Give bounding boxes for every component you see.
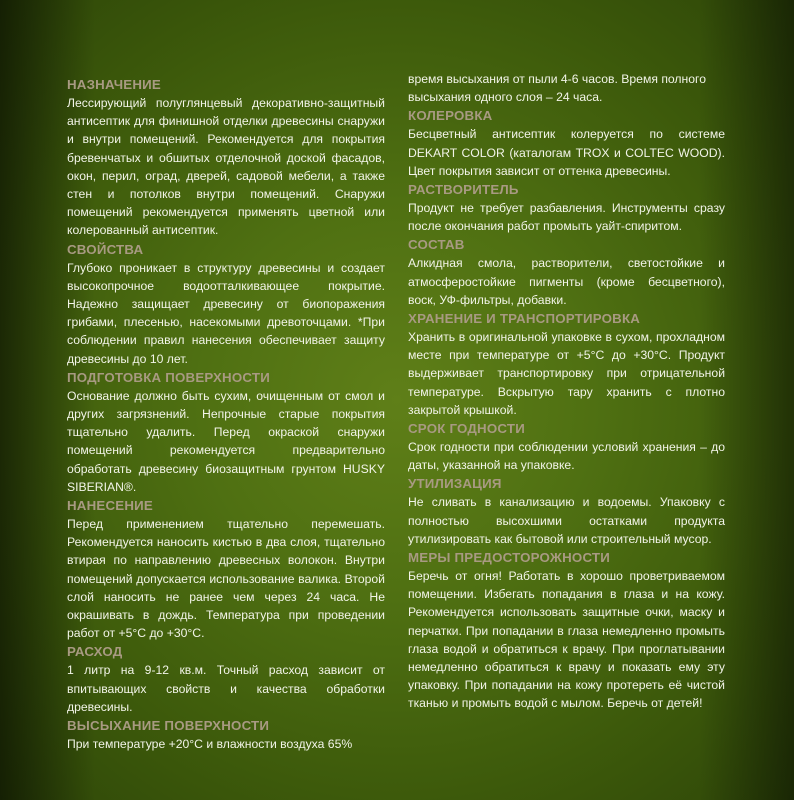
section-title: РАСТВОРИТЕЛЬ xyxy=(408,182,519,198)
section-application xyxy=(67,497,389,642)
section-text: Не сливать в канализацию и водоемы. Упаковку с полностью высохшими остатками продукта утилизировать как бытовой или строительный мусор. xyxy=(408,495,729,546)
section-title: СВОЙСТВА xyxy=(67,241,144,257)
section-consumption xyxy=(67,643,389,716)
section-text: Хранить в оригинальной упаковке в сухом, прохладном месте при температуре от +5°С до +30°С. Продукт выдерживает транспортировку при отрицательной температуре. Вскрытую тару хранить с плотно закрытой крышкой. xyxy=(408,330,729,417)
section-drying xyxy=(67,717,385,753)
section-surface-preparation xyxy=(67,369,389,496)
section-title: ПОДГОТОВКА ПОВЕРХНОСТИ xyxy=(67,369,270,385)
section-composition xyxy=(408,236,729,309)
section-shelf-life xyxy=(408,420,729,474)
section-text: Основание должно быть сухим, очищенным от смол и других загрязнений. Непрочные старые покрытия тщательно удалить. Перед окраской снаружи помещений рекомендуется предварительно обработать древесину биозащитным грунтом HUSKY SIBERIAN®. xyxy=(67,388,389,494)
section-text: Срок годности при соблюдении условий хранения – до даты, указанной на упаковке. xyxy=(408,440,729,473)
right-column xyxy=(408,70,729,714)
section-title: КОЛЕРОВКА xyxy=(408,108,493,124)
section-title: ХРАНЕНИЕ И ТРАНСПОРТИРОВКА xyxy=(408,311,641,327)
section-text: Беречь от огня! Работать в хорошо проветриваемом помещении. Избегать попадания в глаза и на кожу. Рекомендуется использовать защитные очки, маску и перчатки. При попадании в глаза немедленно промыть глаза водой и обратиться к врачу. При проглатывании немедленно обратиться к врачу и показать ему эту упаковку. При попадании на кожу протереть её чистой тканью и промыть водой с мылом. Беречь от детей! xyxy=(408,569,729,711)
section-title: ВЫСЫХАНИЕ ПОВЕРХНОСТИ xyxy=(67,718,270,734)
section-storage xyxy=(408,310,729,419)
section-title: СРОК ГОДНОСТИ xyxy=(408,421,525,437)
section-solvent xyxy=(408,181,729,235)
section-text: Глубоко проникает в структуру древесины и создает высокопрочное водоотталкивающее покрытие. Надежно защищает древесину от биопоражения грибами, плесенью, насекомыми древоточцами. *При соблюдении правил нанесения обеспечивает защиту древесины до 10 лет. xyxy=(67,260,389,366)
section-text: Перед применением тщательно перемешать. Рекомендуется наносить кистью в два слоя, тщательно втирая по направлению древесных волокон. Внутри помещений допускается использование валика. Второй слой наносить не ранее чем через 24 часа. Не окрашивать в дождь. Температура при проведении работ от +5°С до +30°С. xyxy=(67,517,389,641)
section-title: НАНЕСЕНИЕ xyxy=(67,498,153,514)
left-column xyxy=(67,76,389,754)
section-text: Лессирующий полуглянцевый декоративно-защитный антисептик для финишной отделки древесины снаружи и внутри помещений. Рекомендуется для покрытия бревенчатых и обшитых отделочной доской фасадов, окон, перил, оград, дверей, садовой мебели, а также стен и потолков внутри помещений. Снаружи помещений рекомендуется применять цветной или колерованный антисептик. xyxy=(67,96,389,238)
section-disposal xyxy=(408,475,729,548)
section-title: НАЗНАЧЕНИЕ xyxy=(67,77,161,92)
section-text: При температуре +20°С и влажности воздуха 65% xyxy=(67,737,353,752)
section-tinting xyxy=(408,107,729,180)
section-title: РАСХОД xyxy=(67,644,123,660)
section-purpose xyxy=(67,76,389,240)
section-text: 1 литр на 9-12 кв.м. Точный расход зависит от впитывающих свойств и качества обработки древесины. xyxy=(67,663,389,714)
section-title: МЕРЫ ПРЕДОСТОРОЖНОСТИ xyxy=(408,550,611,566)
section-title: УТИЛИЗАЦИЯ xyxy=(408,476,502,492)
section-text: Алкидная смола, растворители, светостойкие и атмосферостойкие пигменты (кроме бесцветного), воск, УФ-фильтры, добавки. xyxy=(408,256,729,307)
section-properties xyxy=(67,241,389,368)
section-text: Бесцветный антисептик колеруется по системе DEKART COLOR (каталогам TROX и COLTEC WOOD). Цвет покрытия зависит от оттенка древесины. xyxy=(408,127,729,178)
section-precautions xyxy=(408,549,729,713)
section-text: Продукт не требует разбавления. Инструменты сразу после окончания работ промыть уайт-спиритом. xyxy=(408,201,729,234)
drying-continuation-text: время высыхания от пыли 4-6 часов. Время полного высыхания одного слоя – 24 часа. xyxy=(408,72,707,105)
section-title: СОСТАВ xyxy=(408,237,465,253)
